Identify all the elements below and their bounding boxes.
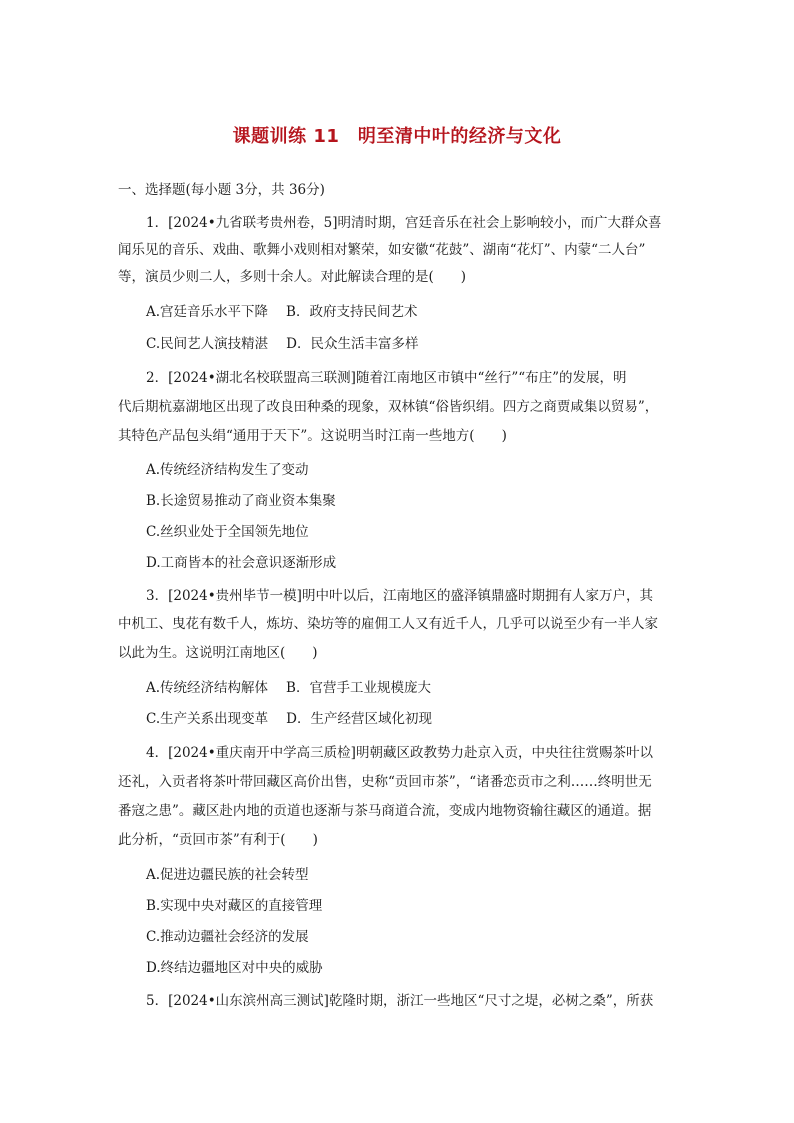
question-1-line-2: 闻乐见的音乐、戏曲、歌舞小戏则相对繁荣，如安徽“花鼓”、湖南“花灯”、内蒙“二人台” <box>118 242 646 258</box>
question-3-option-b: B．官营手工业规模庞大 <box>286 680 431 696</box>
question-1-options-cd <box>146 334 418 354</box>
section-heading: 一、选择题(每小题 3分，共 36分) <box>118 182 325 198</box>
question-2-option-a: A.传统经济结构发生了变动 <box>146 462 309 478</box>
question-4-line-2: 还礼，入贡者将茶叶带回藏区高价出售，史称“贡回市茶”，“诸番恋贡市之利……终明世无 <box>118 774 652 790</box>
question-2-line-3: 其特色产品包头绢“通用于天下”。这说明当时江南一些地方( ) <box>118 428 507 444</box>
question-3-line-2: 中机工、曳花有数千人，炼坊、染坊等的雇佣工人又有近千人，几乎可以说至少有一半人家 <box>118 616 658 632</box>
question-4-line-4: 此分析，“贡回市茶”有利于( ) <box>118 832 318 848</box>
question-4-option-a: A.促进边疆民族的社会转型 <box>146 867 309 883</box>
question-3-line-3: 以此为生。这说明江南地区( ) <box>118 645 318 661</box>
question-3-option-c: C.生产关系出现变革 <box>146 711 269 727</box>
question-1-option-d: D．民众生活丰富多样 <box>286 336 419 352</box>
question-3-options-ab <box>146 678 431 698</box>
question-4-line-1: 4．[2024•重庆南开中学高三质检]明朝藏区政教势力赴京入贡，中央往往赏赐茶叶以 <box>146 745 653 761</box>
question-4-line-3: 番寇之患”。藏区赴内地的贡道也逐渐与茶马商道合流，变成内地物资输往藏区的通道。据 <box>118 803 652 819</box>
question-1-line-3: 等，演员少则二人，多则十余人。对此解读合理的是( ) <box>118 269 467 285</box>
question-3-line-1: 3．[2024•贵州毕节一模]明中叶以后，江南地区的盛泽镇鼎盛时期拥有人家万户，其 <box>146 588 653 604</box>
question-5-line-1: 5．[2024•山东滨州高三测试]乾隆时期，浙江一些地区“尺寸之堤，必树之桑”，所获 <box>146 993 654 1009</box>
question-1-option-b: B．政府支持民间艺术 <box>286 304 418 320</box>
question-3-options-cd <box>146 709 432 729</box>
question-4-option-d: D.终结边疆地区对中央的威胁 <box>146 960 323 976</box>
question-2-line-1: 2．[2024•湖北名校联盟高三联测]随着江南地区市镇中“丝行”“布庄”的发展，明 <box>146 370 627 386</box>
question-3-option-d: D．生产经营区域化初现 <box>286 711 432 727</box>
question-2-line-2: 代后期杭嘉湖地区出现了改良田种桑的现象，双林镇“俗皆织绢。四方之商贾咸集以贸易”， <box>118 399 659 415</box>
question-2-option-b: B.长途贸易推动了商业资本集聚 <box>146 493 336 509</box>
question-1-line-1: 1．[2024•九省联考贵州卷，5]明清时期，宫廷音乐在社会上影响较小，而广大群众喜 <box>146 215 662 231</box>
question-4-option-b: B.实现中央对藏区的直接管理 <box>146 898 323 914</box>
page-title: 课题训练 11 明至清中叶的经济与文化 <box>232 126 562 147</box>
question-4-option-c: C.推动边疆社会经济的发展 <box>146 929 309 945</box>
question-2-option-d: D.工商皆本的社会意识逐渐形成 <box>146 555 337 571</box>
question-1-option-a: A.宫廷音乐水平下降 <box>146 304 269 320</box>
question-1-options-ab <box>146 302 417 322</box>
question-2-option-c: C.丝织业处于全国领先地位 <box>146 524 309 540</box>
question-1-option-c: C.民间艺人演技精湛 <box>146 336 269 352</box>
question-3-option-a: A.传统经济结构解体 <box>146 680 269 696</box>
